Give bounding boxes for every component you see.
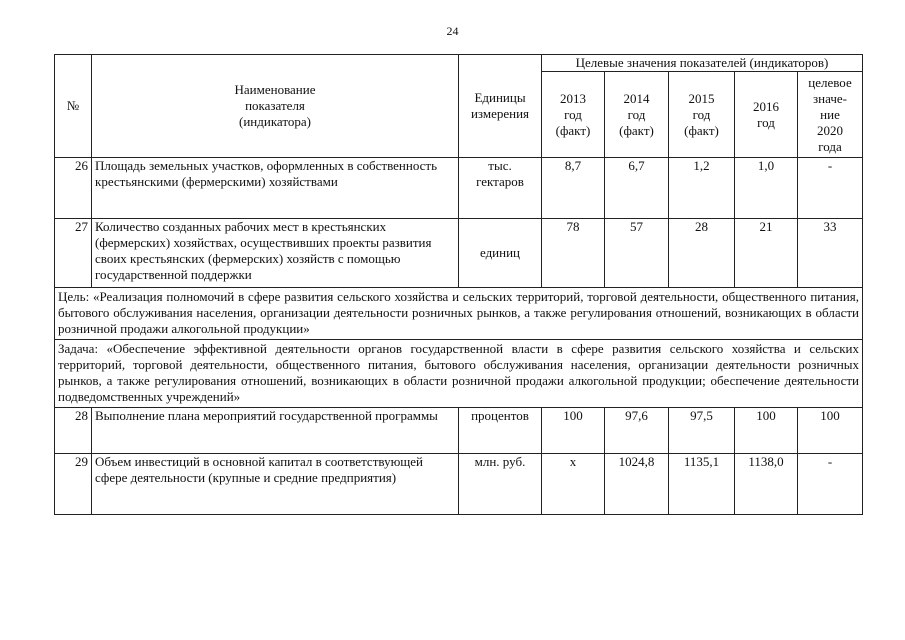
indicators-table: [54, 54, 863, 515]
header-line: значе-: [813, 90, 847, 106]
table-row: [55, 219, 863, 288]
row-num: 27: [55, 219, 92, 288]
header-line: года: [818, 138, 842, 154]
header-2014: [605, 72, 669, 158]
page-number: 24: [446, 24, 459, 38]
row-value-2020: -: [798, 454, 863, 515]
header-line: (факт): [684, 122, 719, 138]
header-line: 2020: [817, 122, 843, 138]
row-value-2016: 100: [735, 408, 798, 454]
task-row: [55, 340, 863, 408]
row-value-2020: 33: [798, 219, 863, 288]
row-unit-line: гектаров: [476, 174, 524, 189]
row-num: 28: [55, 408, 92, 454]
header-name-line: (индикатора): [239, 114, 311, 129]
goal-text: Цель: «Реализация полномочий в сфере развития сельского хозяйства и сельских территорий, торговой деятельности, общественного питания, бытового обслуживания населения, организации деятельности розничных рынков, а также регулирования отношений, возникающих в области розничной продажи алкогольной продукции»: [55, 288, 863, 340]
row-value-2014: 6,7: [605, 158, 669, 219]
row-value-2013: 100: [542, 408, 605, 454]
row-value-2020: 100: [798, 408, 863, 454]
row-unit: [459, 454, 542, 515]
header-unit-line: измерения: [470, 106, 530, 121]
row-name: Выполнение плана мероприятий государственной программы: [92, 408, 459, 454]
row-value-2015: 1,2: [669, 158, 735, 219]
row-value-2014: 57: [605, 219, 669, 288]
header-2013: [542, 72, 605, 158]
table-row: [55, 408, 863, 454]
header-line: целевое: [808, 74, 852, 90]
header-line: год: [757, 114, 775, 130]
row-value-2013: 78: [542, 219, 605, 288]
header-num: №: [55, 55, 92, 158]
row-unit-line: процентов: [471, 408, 529, 423]
row-value-2014: 97,6: [605, 408, 669, 454]
header-line: год: [564, 106, 582, 122]
header-unit: [459, 55, 542, 158]
row-unit-line: млн. руб.: [474, 454, 526, 469]
row-name: Объем инвестиций в основной капитал в соответствующей сфере деятельности (крупные и средние предприятия): [92, 454, 459, 515]
row-num: 29: [55, 454, 92, 515]
goal-row: [55, 288, 863, 340]
header-target-2020: [798, 72, 863, 158]
header-unit-line: Единицы: [474, 90, 526, 105]
row-value-2016: 1138,0: [735, 454, 798, 515]
header-target-group: Целевые значения показателей (индикаторов): [542, 55, 863, 72]
header-line: год: [692, 106, 711, 122]
row-value-2013: х: [542, 454, 605, 515]
header-2016: [735, 72, 798, 158]
row-unit-line: единиц: [479, 245, 521, 260]
row-value-2016: 1,0: [735, 158, 798, 219]
row-unit: [459, 158, 542, 219]
header-line: (факт): [555, 122, 591, 138]
row-name: Площадь земельных участков, оформленных в собственность крестьянскими (фермерскими) хозяйствами: [92, 158, 459, 219]
row-value-2015: 28: [669, 219, 735, 288]
header-line: 2013: [560, 90, 586, 106]
task-text: Задача: «Обеспечение эффективной деятельности органов государственной власти в сфере развития сельского хозяйства и сельских территорий, торговой деятельности, общественного питания, бытового обслуживания населения, организации деятельности розничных рынков, а также регулирования отношений, возникающих в области розничной продажи алкогольной продукции; обеспечение деятельности подведомственных учреждений»: [55, 340, 863, 408]
table-row: [55, 454, 863, 515]
header-line: 2016: [753, 98, 779, 114]
header-line: 2015: [688, 90, 715, 106]
row-num: 26: [55, 158, 92, 219]
table-row: [55, 158, 863, 219]
header-line: год: [627, 106, 646, 122]
header-name-line: Наименование: [234, 82, 316, 97]
header-row-1: [55, 55, 863, 72]
header-name: [92, 55, 459, 158]
row-value-2014: 1024,8: [605, 454, 669, 515]
row-value-2015: 1135,1: [669, 454, 735, 515]
row-name: Количество созданных рабочих мест в крестьянских (фермерских) хозяйствах, осуществивших проекты развития своих крестьянских (фермерских) хозяйств с помощью государственной поддержки: [92, 219, 459, 288]
row-unit: [459, 219, 542, 288]
row-value-2013: 8,7: [542, 158, 605, 219]
header-line: 2014: [623, 90, 650, 106]
header-name-line: показателя: [245, 98, 305, 113]
row-unit: [459, 408, 542, 454]
header-2015: [669, 72, 735, 158]
row-value-2016: 21: [735, 219, 798, 288]
row-value-2020: -: [798, 158, 863, 219]
row-value-2015: 97,5: [669, 408, 735, 454]
row-unit-line: тыс.: [488, 158, 512, 173]
header-line: (факт): [619, 122, 654, 138]
header-line: ние: [820, 106, 840, 122]
